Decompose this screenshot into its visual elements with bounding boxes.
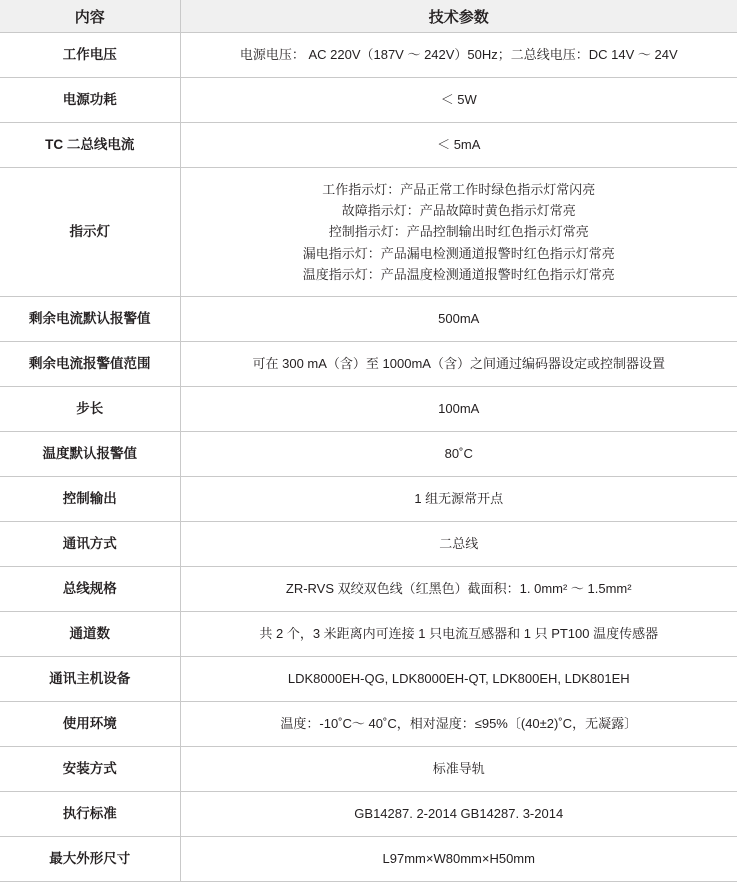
- row-label: 温度默认报警值: [0, 432, 180, 477]
- table-row: [0, 747, 737, 792]
- table-row: [0, 477, 737, 522]
- row-label: 最大外形尺寸: [0, 837, 180, 882]
- row-label: 剩余电流报警值范围: [0, 342, 180, 387]
- row-value-line: 工作指示灯：产品正常工作时绿色指示灯常闪亮: [322, 182, 596, 198]
- table-row: [0, 297, 737, 342]
- table-header-row: [0, 0, 737, 33]
- row-value: 电源电压： AC 220V（187V ～ 242V）50Hz；二总线电压：DC 14V ～ 24V: [180, 33, 737, 78]
- row-label: 安装方式: [0, 747, 180, 792]
- row-label: 总线规格: [0, 567, 180, 612]
- row-label: 电源功耗: [0, 78, 180, 123]
- row-value: L97mm×W80mm×H50mm: [180, 837, 737, 882]
- row-value: 500mA: [180, 297, 737, 342]
- table-row: [0, 432, 737, 477]
- table-row: [0, 702, 737, 747]
- row-value: 温度：-10˚C～ 40˚C，相对湿度：≤95%〔(40±2)˚C，无凝露〕: [180, 702, 737, 747]
- row-value: 100mA: [180, 387, 737, 432]
- row-value: ZR-RVS 双绞双色线（红黑色）截面积：1. 0mm² ～ 1.5mm²: [180, 567, 737, 612]
- row-value-line: 漏电指示灯：产品漏电检测通道报警时红色指示灯常亮: [302, 245, 615, 261]
- row-label: 工作电压: [0, 33, 180, 78]
- row-label: 指示灯: [0, 168, 180, 297]
- row-value-lines: [187, 179, 732, 284]
- row-value: 二总线: [180, 522, 737, 567]
- table-row: [0, 33, 737, 78]
- row-label: 使用环境: [0, 702, 180, 747]
- row-value: 共 2 个，3 米距离内可连接 1 只电流互感器和 1 只 PT100 温度传感器: [180, 612, 737, 657]
- column-header-specs: 技术参数: [180, 0, 737, 33]
- row-value-line: 温度指示灯：产品温度检测通道报警时红色指示灯常亮: [302, 266, 615, 282]
- row-value: ＜ 5mA: [180, 123, 737, 168]
- row-label: 执行标准: [0, 792, 180, 837]
- row-value-line: 控制指示灯：产品控制输出时红色指示灯常亮: [328, 224, 589, 240]
- row-label: 通讯方式: [0, 522, 180, 567]
- table-row: [0, 168, 737, 297]
- table-row: [0, 837, 737, 882]
- table-row: [0, 567, 737, 612]
- table-row: [0, 123, 737, 168]
- row-label: 步长: [0, 387, 180, 432]
- row-value: 可在 300 mA（含）至 1000mA（含）之间通过编码器设定或控制器设置: [180, 342, 737, 387]
- table-header: [0, 0, 737, 33]
- row-value: 80˚C: [180, 432, 737, 477]
- row-value-line: 故障指示灯：产品故障时黄色指示灯常亮: [341, 203, 576, 219]
- table-row: [0, 387, 737, 432]
- table-row: [0, 792, 737, 837]
- table-row: [0, 522, 737, 567]
- table-row: [0, 612, 737, 657]
- table-row: [0, 657, 737, 702]
- row-label: TC 二总线电流: [0, 123, 180, 168]
- table-row: [0, 78, 737, 123]
- table-row: [0, 342, 737, 387]
- row-value: ＜ 5W: [180, 78, 737, 123]
- row-value: [180, 168, 737, 297]
- row-value: 标准导轨: [180, 747, 737, 792]
- row-value: GB14287. 2-2014 GB14287. 3-2014: [180, 792, 737, 837]
- row-label: 剩余电流默认报警值: [0, 297, 180, 342]
- row-label: 通讯主机设备: [0, 657, 180, 702]
- row-value: 1 组无源常开点: [180, 477, 737, 522]
- column-header-content: 内容: [0, 0, 180, 33]
- table-body: [0, 33, 737, 882]
- row-label: 通道数: [0, 612, 180, 657]
- row-value: LDK8000EH-QG, LDK8000EH-QT, LDK800EH, LDK801EH: [180, 657, 737, 702]
- row-label: 控制输出: [0, 477, 180, 522]
